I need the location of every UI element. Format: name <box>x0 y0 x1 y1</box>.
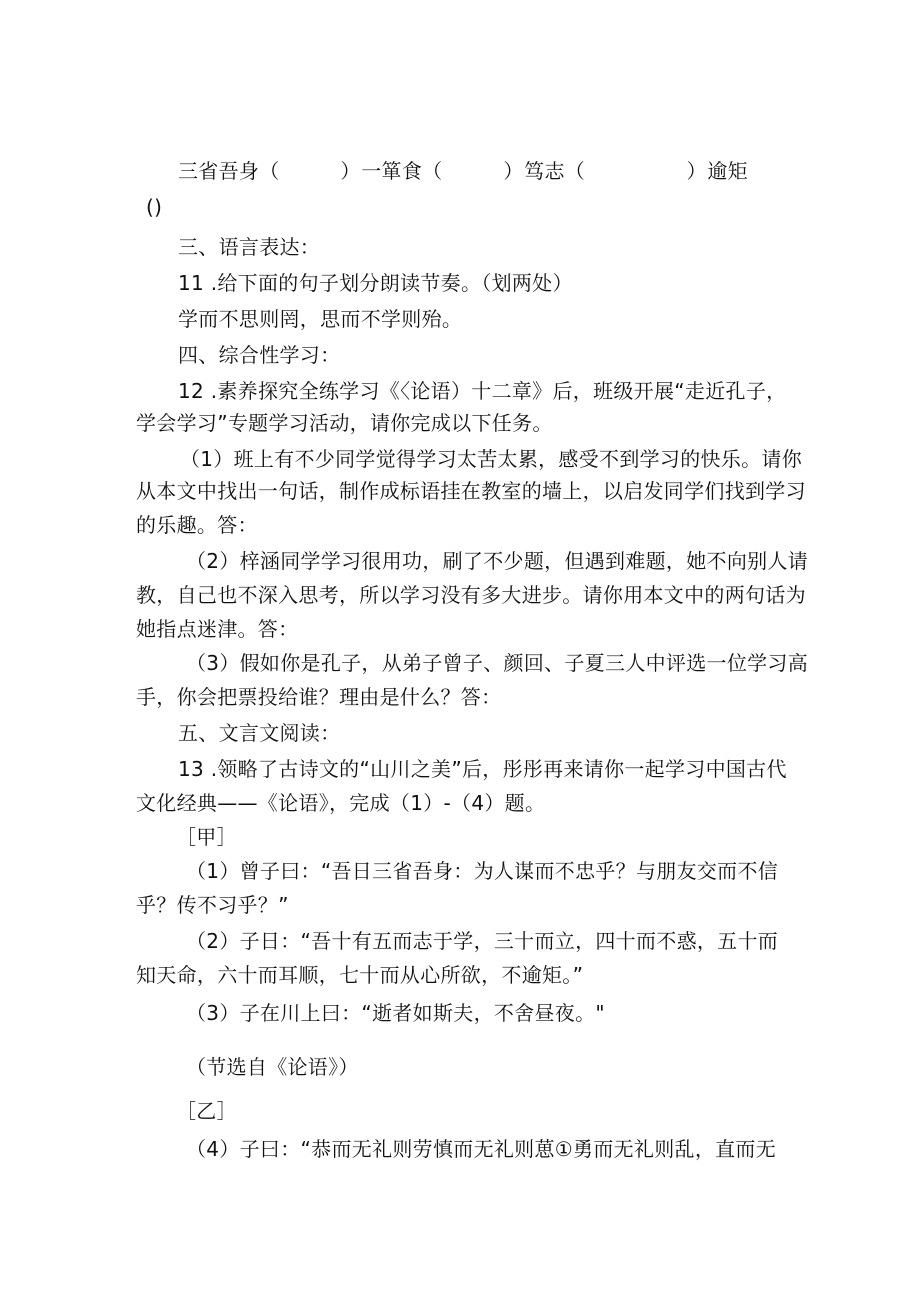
question-12-3-line1: （3）假如你是孔子，从弟子曾子、颜回、子夏三人中评选一位学习高 <box>186 651 809 675</box>
question-12-1-line2: 从本文中找出一句话，制作成标语挂在教室的墙上，以启发同学们找到学习 <box>136 479 806 503</box>
question-12-3-line2: 手，你会把票投给谁？理由是什么？答： <box>136 685 502 709</box>
fill-item-duzhi: 笃志（ ） <box>524 159 707 183</box>
section3-heading: 三、语言表达： <box>178 235 321 259</box>
passage-4-line1: （4）子曰：“恭而无礼则劳慎而无礼则葸①勇而无礼则乱，直而无 <box>186 1137 777 1161</box>
section4-heading: 四、综合性学习： <box>178 343 341 367</box>
passage-3-line1: （3）子在川上曰：“逝者如斯夫，不舍昼夜。" <box>186 1001 605 1025</box>
fill-item-yidan: 一箪食（ ） <box>361 159 524 183</box>
question-12-2-line2: 教，自己也不深入思考，所以学习没有多大进步。请你用本文中的两句话为 <box>136 583 806 607</box>
passage-2-line2: 知天命，六十而耳顺，七十而从心所欲，不逾矩。” <box>136 963 584 987</box>
question-11-sentence: 学而不思则罔，思而不学则殆。 <box>178 307 463 331</box>
question-12-2-line3: 她指点迷津。答： <box>136 617 299 641</box>
passage-yi-label: ［乙］ <box>176 1099 237 1123</box>
question-13-line2: 文化经典——《论语》，完成（1）-（4）题。 <box>136 791 546 815</box>
fill-item-yuju-blank: () <box>146 195 163 219</box>
question-12-2-line1: （2）梓涵同学学习很用功，刷了不少题，但遇到难题，她不向别人请 <box>186 549 809 573</box>
passage-1-line2: 乎？传不习乎？” <box>136 893 289 917</box>
question-12-1-line1: （1）班上有不少同学觉得学习太苦太累，感受不到学习的快乐。请你 <box>180 447 803 471</box>
question-12-line1: 12 .素养探究全练学习《〈论语）十二章》后，班级开展“走近孔子， <box>178 379 787 403</box>
fill-blank-row <box>178 158 748 184</box>
section5-heading: 五、文言文阅读： <box>178 721 341 745</box>
question-12-1-line3: 的乐趣。答： <box>136 513 258 537</box>
passage-1-line1: （1）曾子曰：“吾日三省吾身：为人谋而不忠乎？与朋友交而不信 <box>186 859 779 883</box>
question-13-line1: 13 .领略了古诗文的“山川之美”后，彤彤再来请你一起学习中国古代 <box>178 757 787 781</box>
passage-source: （节选自《论语》） <box>186 1055 359 1079</box>
fill-item-sanxing: 三省吾身（ ） <box>178 159 361 183</box>
question-11: 11 .给下面的句子划分朗读节奏。（划两处） <box>178 271 573 295</box>
passage-2-line1: （2）子日：“吾十有五而志于学，三十而立，四十而不惑，五十而 <box>186 929 779 953</box>
question-12-line2: 学会学习”专题学习活动，请你完成以下任务。 <box>136 411 553 435</box>
fill-item-yuju: 逾矩 <box>707 159 748 183</box>
passage-jia-label: ［甲］ <box>176 825 237 849</box>
